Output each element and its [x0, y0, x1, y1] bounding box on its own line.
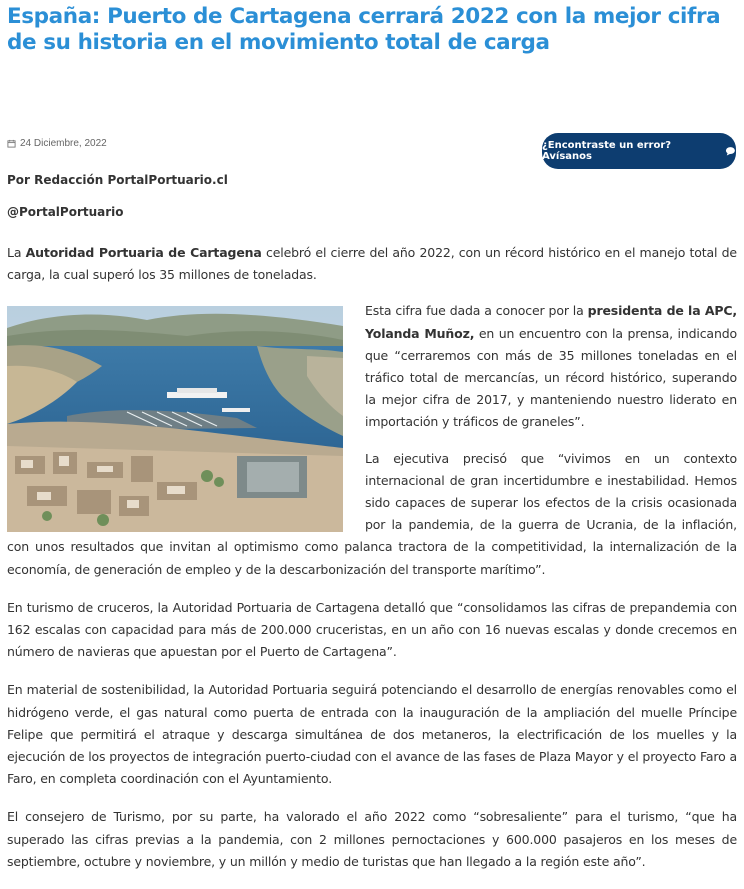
paragraph-executive-quote: La ejecutiva precisó que “vivimos en un contexto internacional de gran incertidumbre e inestabilidad. Hemos sido capaces de superar los efectos de la crisis ocasionada por la pandemia, de la guerra de Ucrania, de la inflación, con unos resultados que invitan al optimismo como palanca tractora de la competitividad, la internalización de la economía, de generación de empleo y de la descarbonización del transporte marítimo”. — [7, 450, 737, 577]
bold-entity: Autoridad Portuaria de Cartagena — [25, 245, 262, 260]
calendar-icon — [7, 139, 16, 148]
author-byline: Por Redacción PortalPortuario.cl — [7, 173, 228, 187]
port-aerial-photo — [7, 306, 343, 532]
article-meta — [7, 138, 107, 149]
report-error-label: ¿Encontraste un error? Avísanos — [542, 140, 672, 162]
paragraph-sustainability: En material de sostenibilidad, la Autoridad Portuaria seguirá potenciando el desarrollo de energías renovables como el hidrógeno verde, el gas natural como puerta de entrada con la inauguración de la ampliación del muelle Príncipe Felipe que permitirá el atraque y descarga simultánea de dos metaneros, la electrificación de los muelles y la ejecución de los proyectos de integración puerto-ciudad con el avance de las fases de Plaza Mayor y el proyecto Faro a Faro, en completa coordinación con el Ayuntamiento. — [7, 682, 737, 787]
paragraph-tourism-council: El consejero de Turismo, por su parte, ha valorado el año 2022 como “sobresaliente” para el turismo, “que ha superado las cifras previas a la pandemia, con 2 millones pernoctaciones y 600.000 pasajeros en los meses de septiembre, octubre y noviembre, y un millón y medio de turistas que han llegado a la región este año”. — [7, 809, 737, 869]
paragraph-cruise-tourism: En turismo de cruceros, la Autoridad Portuaria de Cartagena detalló que “consolidamos las cifras de prepandemia con 162 escalas con capacidad para más de 200.000 cruceristas, en un año con 16 nuevas escalas y donde crecemos en número de navieras que apuestan por el Puerto de Cartagena”. — [7, 599, 737, 660]
article-title: España: Puerto de Cartagena cerrará 2022 con la mejor cifra de su historia en el movimiento total de carga — [7, 4, 721, 55]
paragraph-intro: La Autoridad Portuaria de Cartagena celebró el cierre del año 2022, con un récord histórico en el manejo total de carga, la cual superó los 35 millones de toneladas. — [7, 245, 737, 283]
author-handle[interactable]: @PortalPortuario — [7, 205, 124, 219]
report-error-button[interactable] — [542, 133, 736, 169]
bold-entity: presidenta de la APC, Yolanda Muñoz, — [365, 303, 738, 341]
speech-bubble-icon — [725, 146, 736, 156]
publish-date: 24 Diciembre, 2022 — [20, 138, 107, 149]
paragraph-president-quote: Esta cifra fue dada a conocer por la presidenta de la APC, Yolanda Muñoz, en un encuentro con la prensa, indicando que “cerraremos con más de 35 millones toneladas en el tráfico total de mercancías, un récord histórico, superando la mejor cifra de 2017, y manteniendo nuestro liderato en importación y tráficos de graneles”. — [365, 303, 738, 430]
article-body — [7, 242, 737, 889]
